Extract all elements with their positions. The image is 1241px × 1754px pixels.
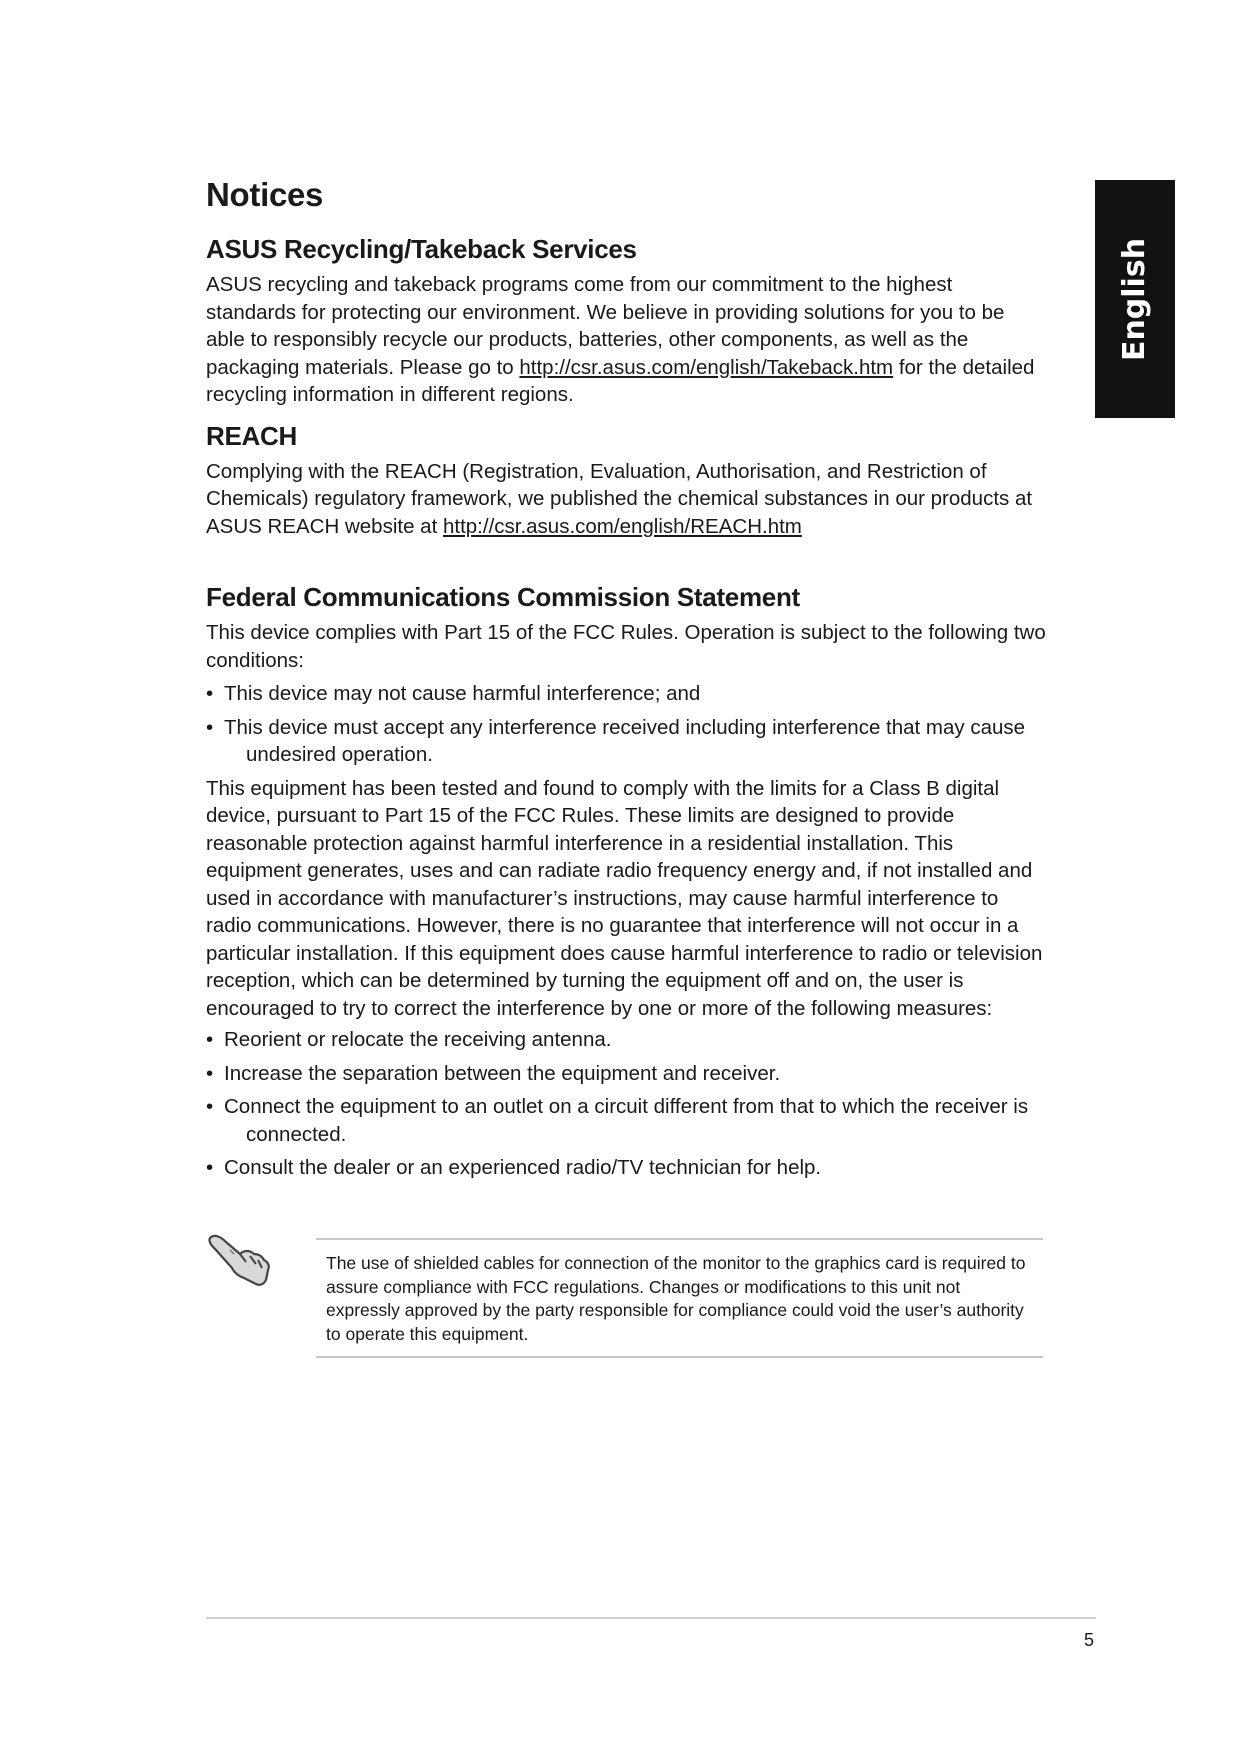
bullet-icon: • — [206, 715, 214, 739]
page-title: Notices — [206, 176, 324, 213]
recycling-text-end: for the detailed recycling information in different regions. — [206, 355, 1035, 406]
bullet-icon: • — [206, 1156, 214, 1179]
fcc-conditions-list — [206, 680, 1046, 769]
bullet-icon: • — [206, 1095, 214, 1118]
takeback-link[interactable]: http://csr.asus.com/english/Takeback.htm — [519, 355, 894, 379]
footer-divider — [206, 1617, 1096, 1619]
list-item — [206, 1060, 1046, 1088]
list-item-text: Increase the separation between the equipment and receiver. — [224, 1061, 781, 1085]
note-box — [316, 1238, 1043, 1358]
bullet-icon: • — [206, 1061, 214, 1085]
recycling-text-start: ASUS recycling and takeback programs come from our commitment to the highest standards for protecting our environment. We believe in providing solutions for you to be able to responsibly recycle our products, batteries, other components, as well as the packaging materials. Please go to — [206, 273, 1005, 379]
list-item — [206, 714, 1046, 769]
page-number: 5 — [1084, 1630, 1095, 1650]
section-spacer — [206, 552, 1046, 582]
list-item — [206, 1093, 1046, 1148]
pointing-hand-icon — [206, 1232, 274, 1288]
list-item-continuation: connected. — [246, 1122, 347, 1146]
reach-link[interactable]: http://csr.asus.com/english/REACH.htm — [442, 514, 802, 538]
fcc-heading: Federal Communications Commission Statement — [206, 582, 800, 612]
fcc-measures-list — [206, 1026, 1046, 1182]
list-item-text: This device may not cause harmful interference; and — [224, 682, 701, 705]
page-content — [206, 170, 1046, 1188]
language-tab-label: English — [1117, 237, 1153, 361]
list-item-continuation: undesired operation. — [246, 743, 433, 766]
list-item-text: Connect the equipment to an outlet on a circuit different from that to which the receiver is — [224, 1095, 1029, 1118]
language-tab — [1095, 180, 1175, 418]
reach-heading: REACH — [206, 420, 297, 451]
fcc-paragraph: This equipment has been tested and found to comply with the limits for a Class B digital device, pursuant to Part 15 of the FCC Rules. These limits are designed to provide reasonable protection against harmful interference in a residential installation. This equipment generates, uses and can radiate radio frequency energy and, if not installed and used in accordance with manufacturer’s instructions, may cause harmful interference to radio communications. However, there is no guarantee that interference will not occur in a particular installation. If this equipment does cause harmful interference to radio or television reception, which can be determined by turning the equipment off and on, the user is encouraged to try to correct the interference by one or more of the following measures: — [206, 776, 1043, 1020]
recycling-heading: ASUS Recycling/Takeback Services — [206, 234, 637, 264]
bullet-icon: • — [206, 1028, 214, 1051]
fcc-intro: This device complies with Part 15 of the FCC Rules. Operation is subject to the following two conditions: — [206, 621, 1046, 672]
list-item-text: This device must accept any interference received including interference that may cause — [224, 715, 1026, 739]
recycling-paragraph — [206, 271, 1046, 409]
list-item — [206, 1026, 1046, 1054]
list-item — [206, 1154, 1046, 1182]
reach-paragraph — [206, 458, 1046, 541]
list-item — [206, 680, 1046, 708]
bullet-icon: • — [206, 682, 214, 705]
note-text: The use of shielded cables for connection of the monitor to the graphics card is required to assure compliance with FCC regulations. Changes or modifications to this unit not expressly approved by the party responsible for compliance could void the user’s authority to operate this equipment. — [326, 1253, 1026, 1344]
reach-text: Complying with the REACH (Registration, Evaluation, Authorisation, and Restriction of Chemicals) regulatory framework, we published the chemical substances in our products at ASUS REACH website at — [206, 459, 1033, 538]
list-item-text: Reorient or relocate the receiving antenna. — [224, 1028, 612, 1051]
list-item-text: Consult the dealer or an experienced radio/TV technician for help. — [224, 1156, 822, 1179]
reach-section — [206, 421, 1046, 541]
recycling-section — [206, 234, 1046, 409]
fcc-section — [206, 582, 1046, 1182]
